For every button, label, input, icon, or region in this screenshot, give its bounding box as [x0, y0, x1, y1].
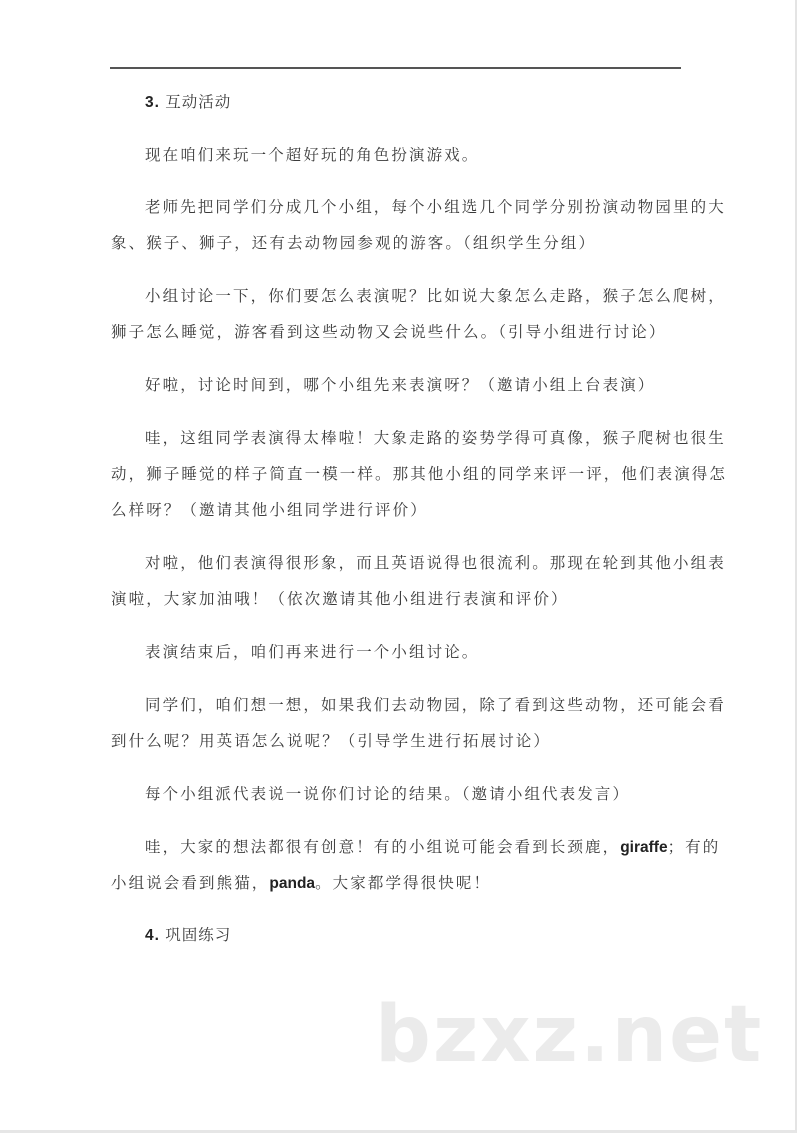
- paragraph-line: 好啦，讨论时间到，哪个小组先来表演呀？（邀请小组上台表演）: [145, 376, 656, 394]
- paragraph-line: [111, 873, 691, 894]
- text-run: ；有的: [667, 838, 721, 856]
- header-rule: [110, 67, 681, 69]
- paragraph-line: 对啦，他们表演得很形象，而且英语说得也很流利。那现在轮到其他小组表: [145, 554, 726, 572]
- english-word: panda: [269, 875, 316, 892]
- section-heading-3: [145, 93, 725, 113]
- paragraph-line: 演啦，大家加油哦！（依次邀请其他小组进行表演和评价）: [111, 590, 569, 608]
- paragraph-line: 老师先把同学们分成几个小组，每个小组选几个同学分别扮演动物园里的大: [145, 198, 726, 216]
- paragraph-line: 么样呀？（邀请其他小组同学进行评价）: [111, 501, 428, 519]
- paragraph-line: 每个小组派代表说一说你们讨论的结果。（邀请小组代表发言）: [145, 785, 631, 803]
- section-number: 3.: [145, 94, 160, 111]
- paragraph-line: 同学们，咱们想一想，如果我们去动物园，除了看到这些动物，还可能会看: [145, 696, 726, 714]
- paragraph-line: 现在咱们来玩一个超好玩的角色扮演游戏。: [145, 146, 480, 164]
- paragraph-line: 象、猴子、狮子，还有去动物园参观的游客。（组织学生分组）: [111, 234, 597, 252]
- paragraph-line: 哇，这组同学表演得太棒啦！大象走路的姿势学得可真像，猴子爬树也很生: [145, 429, 726, 447]
- paragraph-line: 到什么呢？用英语怎么说呢？（引导学生进行拓展讨论）: [111, 732, 552, 750]
- section-heading-4: [145, 926, 725, 946]
- section-number: 4.: [145, 927, 160, 944]
- paragraph-line: 狮子怎么睡觉，游客看到这些动物又会说些什么。（引导小组进行讨论）: [111, 323, 667, 341]
- section-title: 互动活动: [165, 94, 232, 111]
- text-run: 。大家都学得很快呢！: [315, 874, 492, 892]
- paragraph-line: [145, 837, 725, 858]
- section-title: 巩固练习: [165, 927, 232, 944]
- paragraph-line: 小组讨论一下，你们要怎么表演呢？比如说大象怎么走路，猴子怎么爬树，: [145, 287, 726, 305]
- text-run: 哇，大家的想法都很有创意！有的小组说可能会看到长颈鹿，: [145, 838, 621, 856]
- text-run: 小组说会看到熊猫，: [111, 874, 270, 892]
- watermark: bzxz.net: [375, 990, 764, 1080]
- english-word: giraffe: [620, 839, 668, 856]
- paragraph-line: 动，狮子睡觉的样子简直一模一样。那其他小组的同学来评一评，他们表演得怎: [111, 465, 728, 483]
- paragraph-line: 表演结束后，咱们再来进行一个小组讨论。: [145, 643, 480, 661]
